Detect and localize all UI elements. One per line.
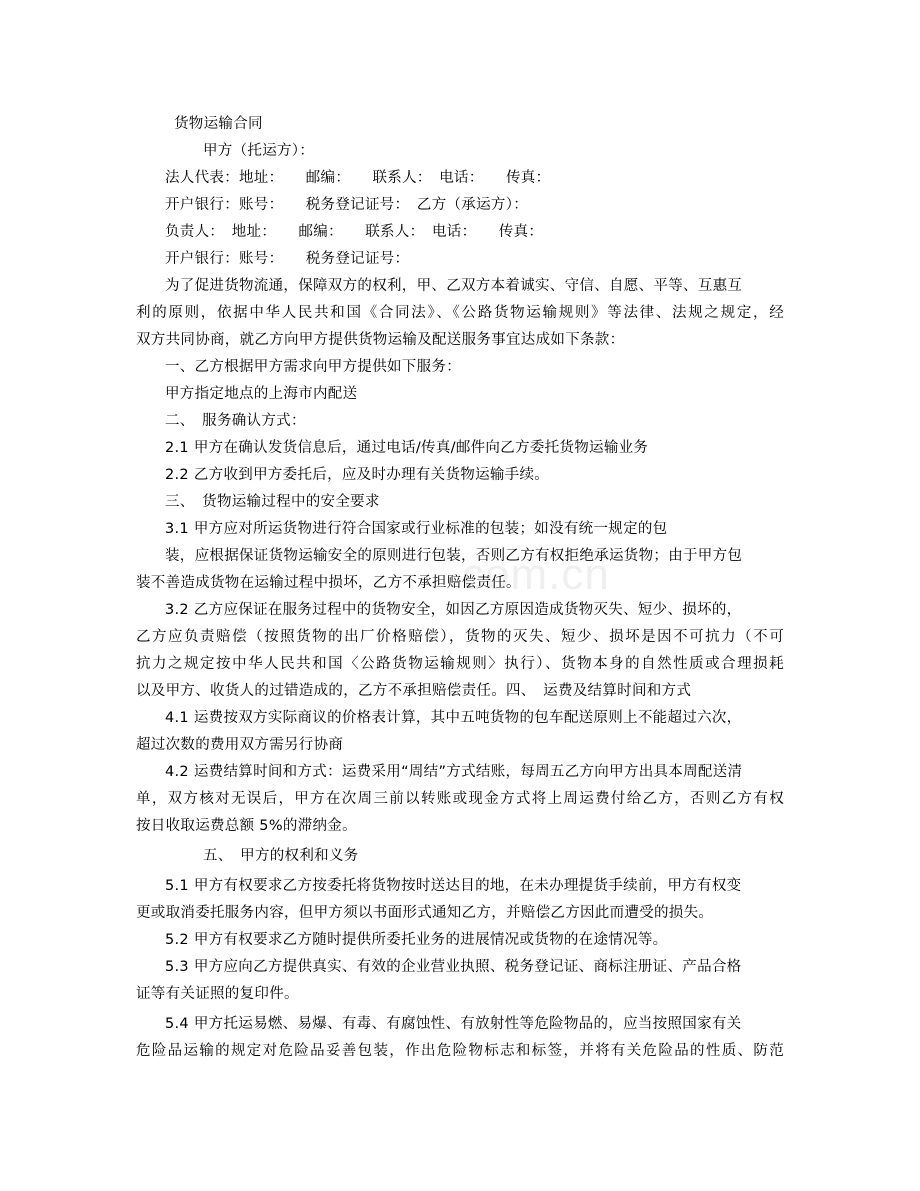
document-title: 货物运输合同 (174, 116, 263, 132)
clause-3-1-line-3: 装不善造成货物在运输过程中损坏，乙方不承担赔偿责任。 (136, 575, 521, 591)
clause-3-1-line-1: 3.1 甲方应对所运货物进行符合国家或行业标准的包装；如没有统一规定的包 (165, 521, 668, 537)
clause-2-2: 2.2 乙方收到甲方委托后，应及时办理有关货物运输手续。 (165, 467, 550, 483)
party-b-info-line-1: 负责人： 地址： 邮编： 联系人： 电话： 传真： (165, 224, 544, 240)
section-2-heading: 二、 服务确认方式： (165, 413, 306, 429)
party-a-info-line-2: 开户银行：账号： 税务登记证号： 乙方（承运方）： (165, 197, 529, 213)
clause-5-3-line-1: 5.3 甲方应向乙方提供真实、有效的企业营业执照、税务登记证、商标注册证、产品合格 (165, 959, 742, 975)
section-3-heading: 三、 货物运输过程中的安全要求 (165, 494, 380, 510)
clause-2-1: 2.1 甲方在确认发货信息后，通过电话/传真/邮件向乙方委托货物运输业务 (165, 440, 649, 456)
clause-5-4-line-1: 5.4 甲方托运易燃、易爆、有毒、有腐蚀性、有放射性等危险物品的，应当按照国家有关 (165, 1016, 742, 1032)
party-b-info-line-2: 开户银行：账号： 税务登记证号： (165, 251, 410, 267)
clause-5-1-line-2: 更或取消委托服务内容，但甲方须以书面形式通知乙方，并赔偿乙方因此而遭受的损失。 (136, 905, 714, 921)
watermark: com.cn (462, 550, 610, 599)
clause-4-2-line-1: 4.2 运费结算时间和方式：运费采用“周结”方式结账，每周五乙方向甲方出具本周配送清 (165, 764, 743, 780)
preamble-line-2: 利的原则，依据中华人民共和国《合同法》、《公路货物运输规则》等法律、法规之规定，经 (136, 305, 784, 321)
clause-4-2-line-3: 按日收取运费总额 5%的滞纳金。 (136, 818, 357, 834)
clause-3-2-line-1: 3.2 乙方应保证在服务过程中的货物安全，如因乙方原因造成货物灭失、短少、损坏的， (165, 602, 742, 618)
section-1-text: 甲方指定地点的上海市内配送 (165, 386, 358, 402)
clause-3-2-line-3: 抗力之规定按中华人民共和国〈公路货物运输规则〉执行）、货物本身的自然性质或合理损耗 (136, 656, 784, 672)
clause-3-2-line-4: 以及甲方、收货人的过错造成的，乙方不承担赔偿责任。四、 运费及结算时间和方式 (136, 683, 692, 699)
clause-5-4-line-2: 危险品运输的规定对危险品妥善包装，作出危险物标志和标签，并将有关危险品的性质、防范 (136, 1043, 784, 1059)
preamble-line-3: 双方共同协商，就乙方向甲方提供货物运输及配送服务事宜达成如下条款： (136, 332, 625, 348)
section-5-heading: 五、 甲方的权利和义务 (203, 848, 359, 864)
preamble-line-1: 为了促进货物流通，保障双方的权利，甲、乙双方本着诚实、守信、自愿、平等、互惠互 (165, 278, 743, 294)
clause-4-2-line-2: 单，双方核对无误后，甲方在次周三前以转账或现金方式将上周运费付给乙方，否则乙方有权 (136, 791, 784, 807)
clause-5-1-line-1: 5.1 甲方有权要求乙方按委托将货物按时送达目的地，在未办理提货手续前，甲方有权变 (165, 878, 742, 894)
clause-4-1-line-1: 4.1 运费按双方实际商议的价格表计算，其中五吨货物的包车配送原则上不能超过六次， (165, 710, 742, 726)
clause-5-2: 5.2 甲方有权要求乙方随时提供所委托业务的进展情况或货物的在途情况等。 (165, 932, 668, 948)
clause-3-2-line-2: 乙方应负责赔偿（按照货物的出厂价格赔偿），货物的灭失、短少、损坏是因不可抗力（不可 (136, 629, 784, 645)
clause-5-3-line-2: 证等有关证照的复印件。 (136, 986, 299, 1002)
clause-3-1-line-2: 装，应根据保证货物运输安全的原则进行包装，否则乙方有权拒绝承运货物；由于甲方包 (165, 548, 743, 564)
section-1-heading: 一、乙方根据甲方需求向甲方提供如下服务： (165, 359, 461, 375)
party-a-heading: 甲方（托运方）： (203, 143, 315, 159)
party-a-info-line-1: 法人代表：地址： 邮编： 联系人： 电话： 传真： (165, 170, 551, 186)
clause-4-1-line-2: 超过次数的费用双方需另行协商 (136, 737, 344, 753)
